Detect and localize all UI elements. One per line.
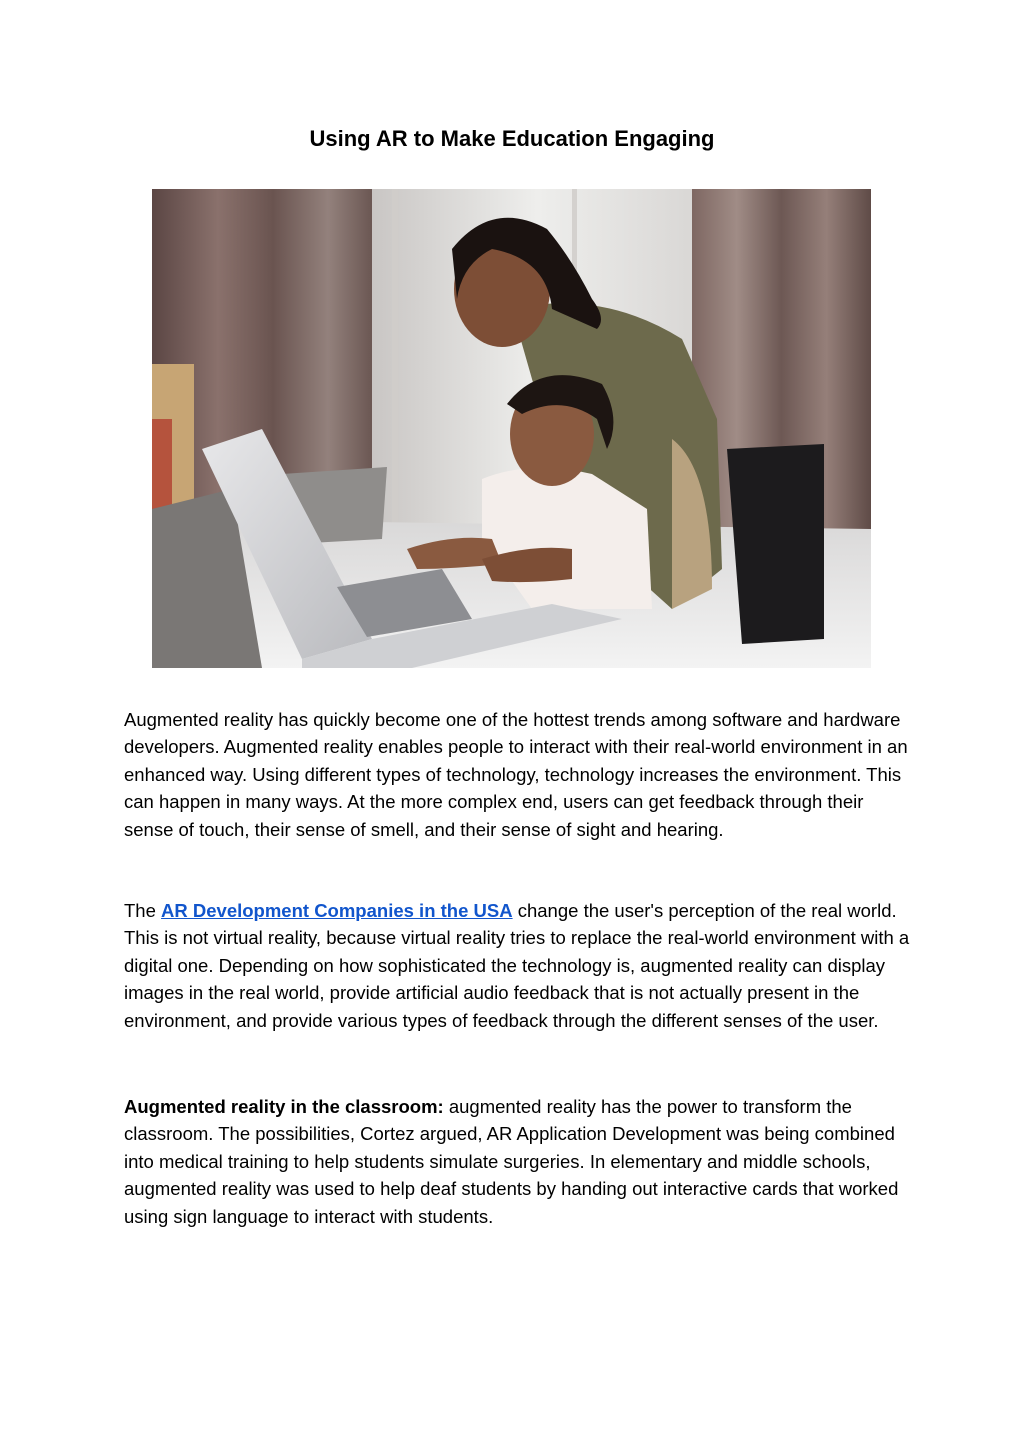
paragraph-classroom (124, 1093, 914, 1230)
paragraph-text: The (124, 900, 162, 921)
paragraph-text: augmented reality has the power to transform the classroom. The possibilities, Cortez argued, AR Application Development was being combined into medical training to help students simulate surgeries. In elementary and middle schools, augmented reality was used to help deaf students by handing out interactive cards that worked using sign language to interact with students. (124, 1096, 899, 1227)
ar-development-companies-link[interactable]: AR Development Companies in the USA (161, 900, 513, 921)
paragraph-intro: Augmented reality has quickly become one of the hottest trends among software and hardware developers. Augmented reality enables people to interact with their real-world environment in an enhanced way. Using different types of technology, technology increases the environment. This can happen in many ways. At the more complex end, users can get feedback through their sense of touch, their sense of smell, and their sense of sight and hearing. (124, 709, 908, 840)
section-heading-inline: Augmented reality in the classroom: (124, 1096, 444, 1117)
paragraph-ar-companies (124, 897, 914, 1034)
photo-mother-daughter-laptop (152, 189, 871, 668)
page-title: Using AR to Make Education Engaging (309, 126, 715, 151)
paragraph-text: change the user's perception of the real world. This is not virtual reality, because virtual reality tries to replace the real-world environment with a digital one. Depending on how sophisticated the technology is, augmented reality can display images in the real world, provide artificial audio feedback that is not actually present in the environment, and provide various types of feedback through the different senses of the user. (124, 900, 910, 1031)
